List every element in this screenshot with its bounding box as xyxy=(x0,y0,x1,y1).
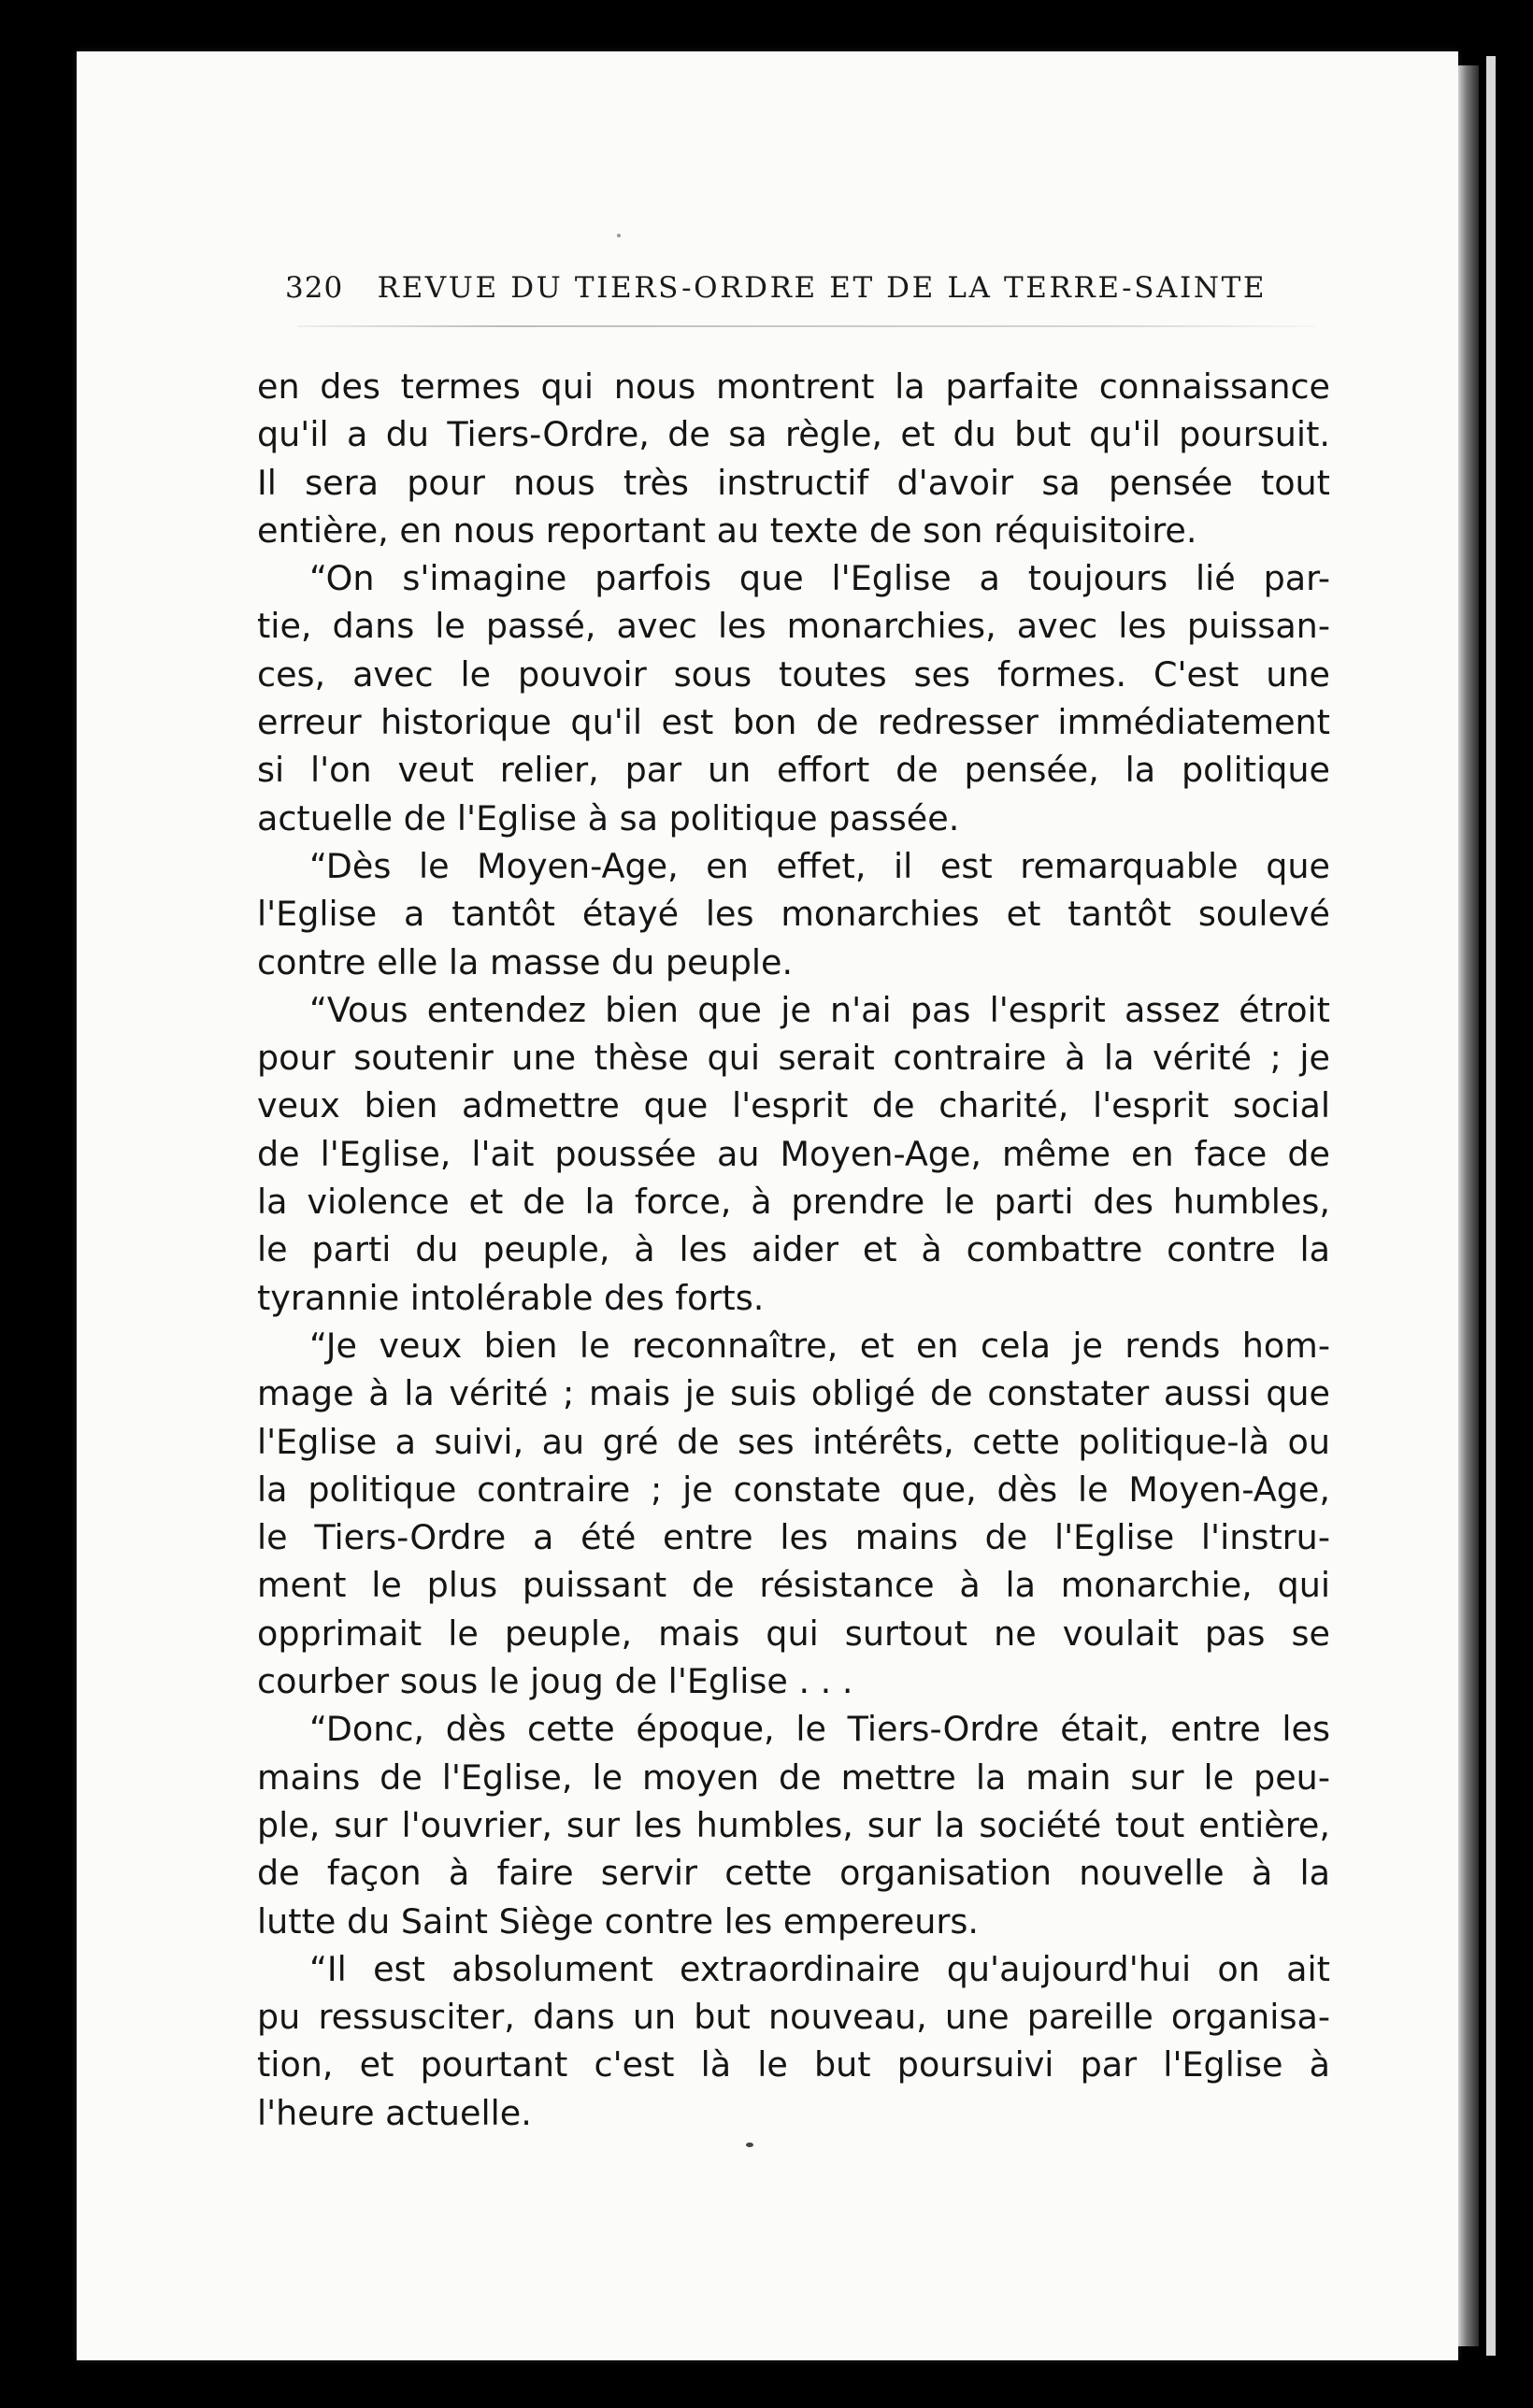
text-line: en des termes qui nous montrent la parfaite connaissance xyxy=(257,366,1330,407)
running-title: REVUE DU TIERS-ORDRE ET DE LA TERRE-SAINTE xyxy=(377,271,1268,305)
text-line: ces, avec le pouvoir sous toutes ses formes. C'est une xyxy=(257,653,1330,695)
scan-speck xyxy=(746,2143,753,2147)
body-text xyxy=(257,363,1330,2137)
text-line: l'Eglise a suivi, au gré de ses intérêts, cette politique-là ou xyxy=(257,1421,1330,1462)
text-line: qu'il a du Tiers-Ordre, de sa règle, et du but qu'il poursuit. xyxy=(257,414,1330,455)
text-line: Il sera pour nous très instructif d'avoir sa pensée tout xyxy=(257,462,1330,503)
text-line: l'Eglise a tantôt étayé les monarchies et tantôt soulevé xyxy=(257,894,1330,935)
book-spine-edge xyxy=(1458,65,1479,2346)
text-line: le parti du peuple, à les aider et à combattre contre la xyxy=(257,1229,1330,1270)
text-line: entière, en nous reportant au texte de son réquisitoire. xyxy=(257,509,1197,551)
text-line: tie, dans le passé, avec les monarchies, avec les puissan- xyxy=(257,606,1330,647)
text-line: la politique contraire ; je constate que, dès le Moyen-Age, xyxy=(257,1469,1330,1510)
text-line: “Donc, dès cette époque, le Tiers-Ordre était, entre les xyxy=(309,1709,1330,1750)
text-line: courber sous le joug de l'Eglise . . . xyxy=(257,1661,853,1702)
paragraph-7 xyxy=(257,1945,1330,2137)
text-line: erreur historique qu'il est bon de redresser immédiatement xyxy=(257,702,1330,743)
text-line: pour soutenir une thèse qui serait contraire à la vérité ; je xyxy=(257,1038,1330,1079)
text-line: de l'Eglise, l'ait poussée au Moyen-Age, même en face de xyxy=(257,1133,1330,1174)
text-line: de façon à faire servir cette organisation nouvelle à la xyxy=(257,1853,1330,1894)
text-line: le Tiers-Ordre a été entre les mains de l'Eglise l'instru- xyxy=(257,1517,1330,1558)
header-rule xyxy=(297,325,1316,327)
text-line: l'heure actuelle. xyxy=(257,2092,532,2133)
scan-speck xyxy=(617,234,621,237)
text-line: tion, et pourtant c'est là le but poursuivi par l'Eglise à xyxy=(257,2044,1330,2086)
text-line: ple, sur l'ouvrier, sur les humbles, sur la société tout entière, xyxy=(257,1804,1330,1845)
paragraph-4 xyxy=(257,986,1330,1322)
paragraph-1 xyxy=(257,363,1330,554)
text-line: veux bien admettre que l'esprit de charité, l'esprit social xyxy=(257,1085,1330,1126)
text-line: “On s'imagine parfois que l'Eglise a toujours lié par- xyxy=(309,558,1330,599)
text-line: “Je veux bien le reconnaître, et en cela je rends hom- xyxy=(309,1325,1330,1366)
text-line: “Il est absolument extraordinaire qu'aujourd'hui on ait xyxy=(309,1948,1330,1989)
paragraph-3 xyxy=(257,842,1330,986)
text-line: “Dès le Moyen-Age, en effet, il est remarquable que xyxy=(309,845,1330,886)
page-edge-strip xyxy=(1486,56,1496,2356)
text-line: mains de l'Eglise, le moyen de mettre la main sur le peu- xyxy=(257,1756,1330,1798)
text-line: ment le plus puissant de résistance à la monarchie, qui xyxy=(257,1565,1330,1606)
text-line: “Vous entendez bien que je n'ai pas l'esprit assez étroit xyxy=(309,989,1330,1030)
paragraph-5 xyxy=(257,1322,1330,1705)
text-line: pu ressusciter, dans un but nouveau, une pareille organisa- xyxy=(257,1997,1330,2038)
text-line: tyrannie intolérable des forts. xyxy=(257,1277,765,1318)
text-line: opprimait le peuple, mais qui surtout ne voulait pas se xyxy=(257,1612,1330,1654)
text-line: la violence et de la force, à prendre le parti des humbles, xyxy=(257,1182,1330,1223)
text-line: mage à la vérité ; mais je suis obligé de constater aussi que xyxy=(257,1373,1330,1414)
paragraph-2 xyxy=(257,554,1330,842)
text-line: actuelle de l'Eglise à sa politique passée. xyxy=(257,797,960,838)
text-line: contre elle la masse du peuple. xyxy=(257,941,794,982)
text-line: si l'on veut relier, par un effort de pensée, la politique xyxy=(257,750,1330,791)
paragraph-6 xyxy=(257,1705,1330,1944)
page-number: 320 xyxy=(285,271,344,305)
text-line: lutte du Saint Siège contre les empereurs. xyxy=(257,1900,979,1942)
running-header xyxy=(285,271,1268,305)
